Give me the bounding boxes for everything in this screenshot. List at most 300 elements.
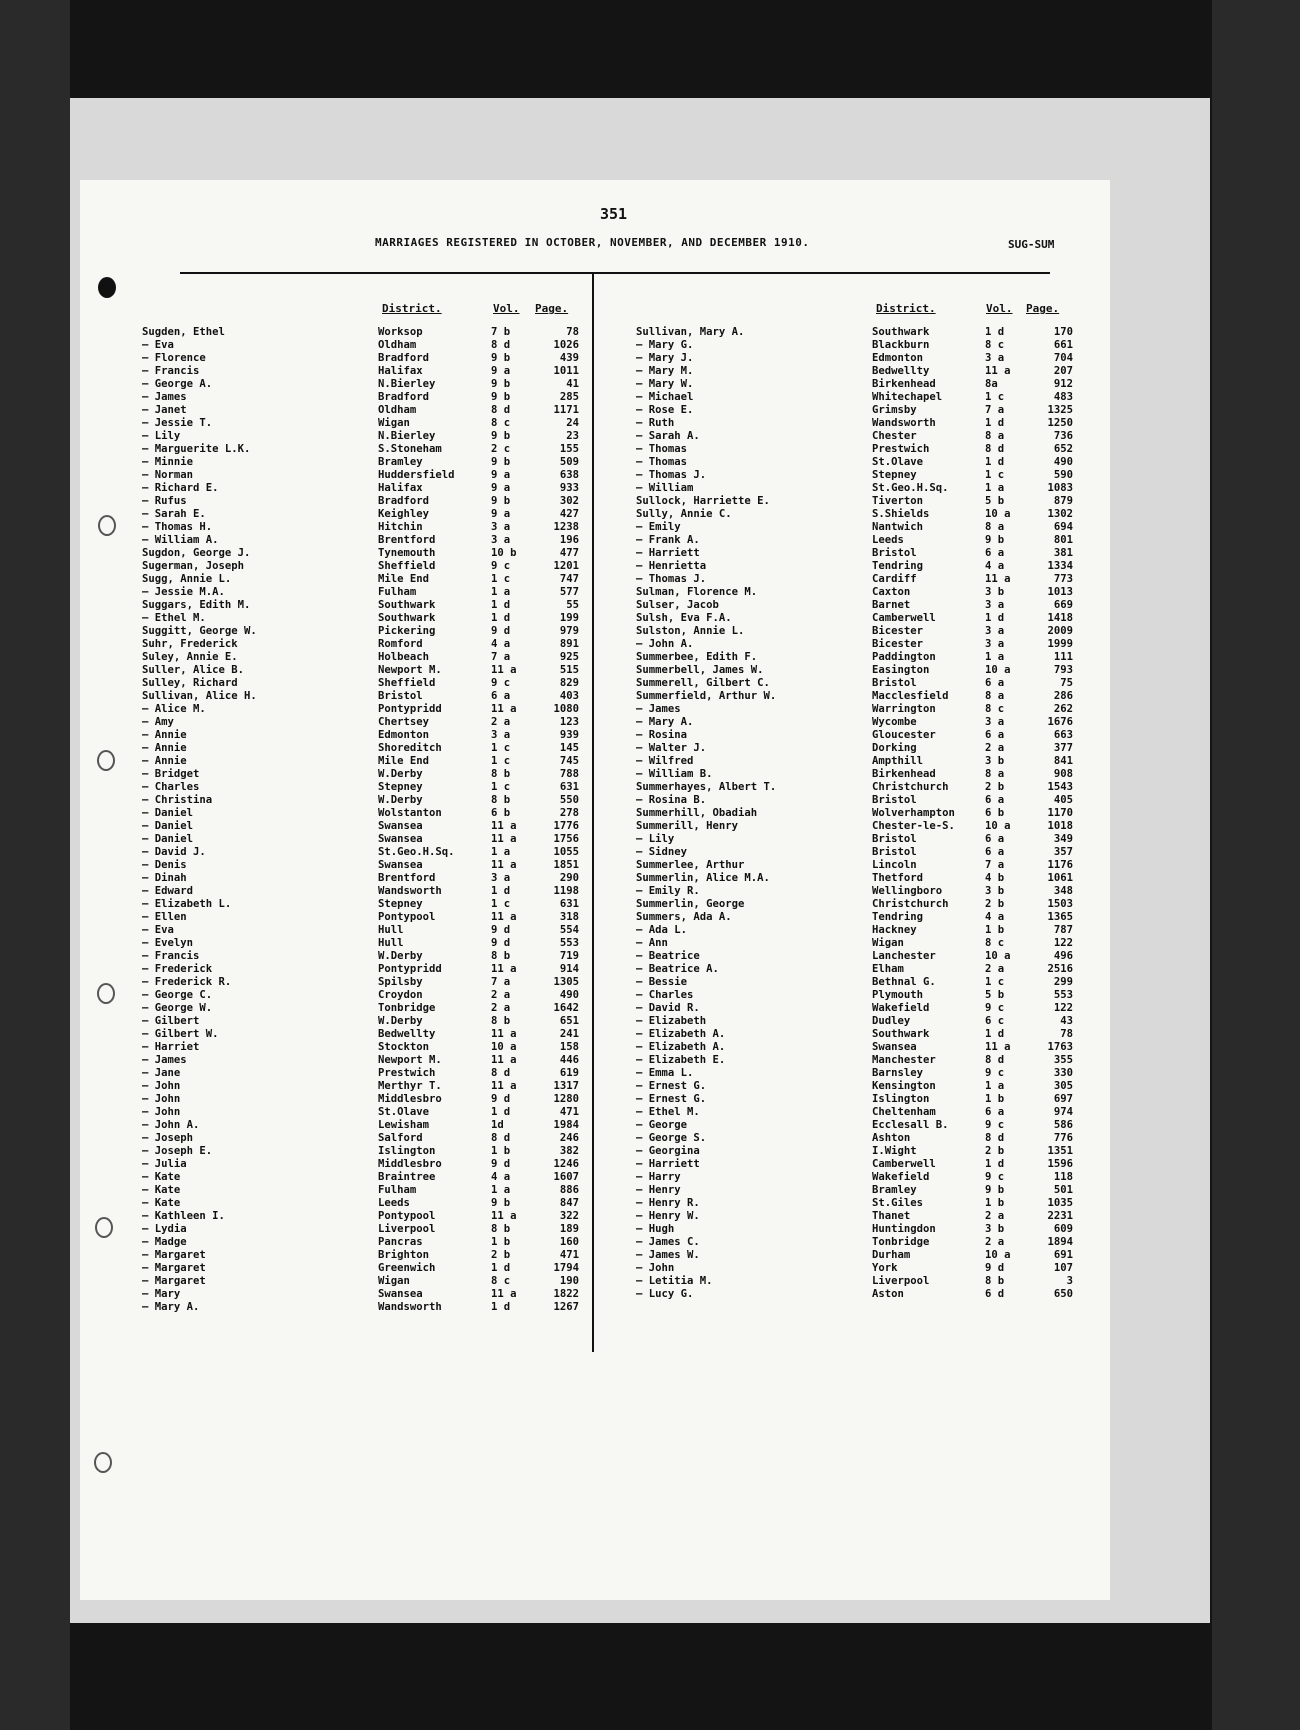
entry-page: 122 (1053, 1002, 1073, 1014)
entry-page: 123 (559, 716, 579, 728)
entry-name: — Ernest G. (636, 1093, 707, 1105)
entry-district: Liverpool (378, 1223, 436, 1235)
entry-page: 1267 (553, 1301, 579, 1313)
entry-page: 1018 (1047, 820, 1073, 832)
entry-district: Dudley (872, 1015, 911, 1027)
entry-volume: 6 a (985, 729, 1005, 741)
entry-page: 788 (559, 768, 579, 780)
entry-volume: 1 a (985, 651, 1005, 663)
entry-name: Sullivan, Mary A. (636, 326, 745, 338)
entry-volume: 9 d (491, 1158, 511, 1170)
entry-district: Huntingdon (872, 1223, 936, 1235)
entry-volume: 2 a (491, 989, 511, 1001)
entry-district: Salford (378, 1132, 423, 1144)
entry-volume: 2 a (985, 1236, 1005, 1248)
entry-district: Leeds (872, 534, 904, 546)
entry-district: Chertsey (378, 716, 430, 728)
entry-volume: 2 b (491, 1249, 511, 1261)
entry-page: 704 (1053, 352, 1073, 364)
entry-name: — Sarah A. (636, 430, 700, 442)
right-header-district: District. (876, 302, 936, 315)
entry-page: 1503 (1047, 898, 1073, 910)
entry-name: — Thomas J. (636, 573, 707, 585)
entry-district: Warrington (872, 703, 936, 715)
entry-name: — Lily (142, 430, 181, 442)
top-divider (180, 272, 1050, 274)
entry-page: 638 (559, 469, 579, 481)
entry-page: 979 (559, 625, 579, 637)
entry-page: 886 (559, 1184, 579, 1196)
entry-volume: 11 a (491, 1028, 517, 1040)
entry-volume: 1 a (491, 586, 511, 598)
entry-volume: 2 a (985, 742, 1005, 754)
entry-district: Newport M. (378, 664, 442, 676)
entry-district: Bradford (378, 352, 430, 364)
film-edge-left (0, 0, 70, 1730)
entry-page: 1794 (553, 1262, 579, 1274)
entry-page: 1026 (553, 339, 579, 351)
entry-name: — David R. (636, 1002, 700, 1014)
entry-page: 1055 (553, 846, 579, 858)
entry-name: — Elizabeth E. (636, 1054, 726, 1066)
entry-volume: 8 c (985, 703, 1005, 715)
entry-district: Huddersfield (378, 469, 455, 481)
entry-name: — Kathleen I. (142, 1210, 225, 1222)
entry-page: 1176 (1047, 859, 1073, 871)
entry-page: 23 (566, 430, 579, 442)
entry-volume: 7 a (985, 859, 1005, 871)
entry-name: Summerill, Henry (636, 820, 739, 832)
entry-volume: 2 a (491, 1002, 511, 1014)
entry-district: Barnsley (872, 1067, 924, 1079)
entry-volume: 6 a (985, 833, 1005, 845)
entry-volume: 2 b (985, 898, 1005, 910)
entry-page: 322 (559, 1210, 579, 1222)
entry-district: Wigan (378, 1275, 410, 1287)
entry-district: Holbeach (378, 651, 430, 663)
entry-page: 631 (559, 898, 579, 910)
entry-page: 1543 (1047, 781, 1073, 793)
entry-page: 477 (559, 547, 579, 559)
entry-district: W.Derby (378, 1015, 423, 1027)
entry-district: Hackney (872, 924, 917, 936)
entry-page: 661 (1053, 339, 1073, 351)
entry-volume: 3 b (985, 755, 1005, 767)
entry-district: Swansea (378, 1288, 423, 1300)
entry-name: Sulley, Richard (142, 677, 238, 689)
entry-volume: 3 b (985, 885, 1005, 897)
entry-district: Bristol (872, 677, 917, 689)
entry-page: 1013 (1047, 586, 1073, 598)
entry-district: St.Giles (872, 1197, 924, 1209)
entry-name: — Walter J. (636, 742, 707, 754)
entry-page: 1607 (553, 1171, 579, 1183)
entry-volume: 1 c (985, 976, 1005, 988)
entry-volume: 8 b (491, 768, 511, 780)
entry-name: — William (636, 482, 694, 494)
entry-district: Grimsby (872, 404, 917, 416)
entry-district: W.Derby (378, 794, 423, 806)
entry-volume: 1 d (491, 1106, 511, 1118)
entry-volume: 1 b (491, 1145, 511, 1157)
entry-volume: 10 a (985, 950, 1011, 962)
entry-district: Stockton (378, 1041, 430, 1053)
entry-page: 1776 (553, 820, 579, 832)
entry-name: — Wilfred (636, 755, 694, 767)
entry-page: 75 (1060, 677, 1073, 689)
entry-volume: 3 a (491, 534, 511, 546)
entry-volume: 6 a (985, 794, 1005, 806)
entry-name: Summerlin, Alice M.A. (636, 872, 770, 884)
entry-district: I.Wight (872, 1145, 917, 1157)
entry-volume: 1 d (491, 885, 511, 897)
entry-district: Bristol (378, 690, 423, 702)
entry-name: — Ernest G. (636, 1080, 707, 1092)
entry-page: 515 (559, 664, 579, 676)
entry-district: Bristol (872, 547, 917, 559)
entry-name: — Elizabeth A. (636, 1041, 726, 1053)
entry-volume: 11 a (985, 365, 1011, 377)
entry-district: Pickering (378, 625, 436, 637)
entry-name: — Marguerite L.K. (142, 443, 251, 455)
entry-page: 501 (1053, 1184, 1073, 1196)
entry-volume: 11 a (491, 703, 517, 715)
entry-volume: 6 a (985, 846, 1005, 858)
entry-district: St.Olave (378, 1106, 430, 1118)
entry-district: Paddington (872, 651, 936, 663)
entry-name: — Thomas (636, 456, 688, 468)
entry-name: — John (636, 1262, 675, 1274)
entry-district: Stepney (378, 898, 423, 910)
entry-page: 841 (1053, 755, 1073, 767)
entry-volume: 1 d (491, 1262, 511, 1274)
entry-district: Lincoln (872, 859, 917, 871)
entry-name: — George C. (142, 989, 213, 1001)
entry-name: — Mary M. (636, 365, 694, 377)
entry-volume: 1 d (985, 1028, 1005, 1040)
entry-page: 719 (559, 950, 579, 962)
entry-district: Liverpool (872, 1275, 930, 1287)
entry-name: — Elizabeth (636, 1015, 707, 1027)
entry-page: 787 (1053, 924, 1073, 936)
entry-page: 1999 (1047, 638, 1073, 650)
entry-name: — Ada L. (636, 924, 688, 936)
entry-volume: 9 c (985, 1119, 1005, 1131)
entry-volume: 1 b (985, 924, 1005, 936)
entry-name: Sullivan, Alice H. (142, 690, 257, 702)
entry-district: Southwark (872, 1028, 930, 1040)
entry-name: — Ethel M. (142, 612, 206, 624)
entry-district: Bramley (872, 1184, 917, 1196)
entry-name: — Janet (142, 404, 187, 416)
entry-name: — Georgina (636, 1145, 700, 1157)
entry-page: 1170 (1047, 807, 1073, 819)
entry-district: Bradford (378, 391, 430, 403)
entry-volume: 8 c (491, 417, 511, 429)
entry-page: 439 (559, 352, 579, 364)
entry-page: 483 (1053, 391, 1073, 403)
entry-volume: 1 c (491, 742, 511, 754)
entry-name: — Mary G. (636, 339, 694, 351)
entry-page: 24 (566, 417, 579, 429)
entry-district: Lanchester (872, 950, 936, 962)
entry-page: 1418 (1047, 612, 1073, 624)
entry-district: Sheffield (378, 677, 436, 689)
entry-district: Halifax (378, 365, 423, 377)
entry-district: Thetford (872, 872, 924, 884)
entry-volume: 9 b (491, 430, 511, 442)
entry-name: — Henrietta (636, 560, 707, 572)
entry-district: Pontypool (378, 911, 436, 923)
entry-volume: 9 c (491, 677, 511, 689)
entry-volume: 1 d (985, 1158, 1005, 1170)
entry-district: Brentford (378, 872, 436, 884)
entry-district: Bristol (872, 846, 917, 858)
entry-page: 1756 (553, 833, 579, 845)
entry-name: Summerhill, Obadiah (636, 807, 758, 819)
binder-hole (94, 1452, 112, 1473)
entry-district: Tendring (872, 911, 924, 923)
entry-page: 1280 (553, 1093, 579, 1105)
entry-name: — Emily (636, 521, 681, 533)
entry-page: 554 (559, 924, 579, 936)
entry-district: Hull (378, 937, 404, 949)
entry-volume: 4 a (491, 638, 511, 650)
entry-district: Wandsworth (378, 885, 442, 897)
entry-district: Birkenhead (872, 768, 936, 780)
entry-district: Middlesbro (378, 1158, 442, 1170)
entry-district: Shoreditch (378, 742, 442, 754)
entry-name: — Daniel (142, 833, 194, 845)
entry-volume: 1 c (985, 391, 1005, 403)
entry-volume: 8 a (985, 521, 1005, 533)
entry-name: — Ruth (636, 417, 675, 429)
entry-volume: 6 a (985, 1106, 1005, 1118)
entry-page: 939 (559, 729, 579, 741)
entry-page: 241 (559, 1028, 579, 1040)
entry-name: — Kate (142, 1171, 181, 1183)
entry-page: 914 (559, 963, 579, 975)
entry-district: Tiverton (872, 495, 924, 507)
entry-page: 490 (559, 989, 579, 1001)
entry-district: Wellingboro (872, 885, 943, 897)
entry-volume: 1 a (491, 1184, 511, 1196)
entry-page: 122 (1053, 937, 1073, 949)
entry-page: 43 (1060, 1015, 1073, 1027)
entry-volume: 3 a (985, 638, 1005, 650)
entry-district: Ecclesall B. (872, 1119, 949, 1131)
entry-page: 1011 (553, 365, 579, 377)
entry-district: Wolverhampton (872, 807, 955, 819)
entry-district: Halifax (378, 482, 423, 494)
entry-page: 189 (559, 1223, 579, 1235)
entry-page: 1596 (1047, 1158, 1073, 1170)
entry-name: — Ethel M. (636, 1106, 700, 1118)
binder-hole (97, 750, 115, 771)
entry-page: 349 (1053, 833, 1073, 845)
entry-name: Sulston, Annie L. (636, 625, 745, 637)
entry-name: — Annie (142, 729, 187, 741)
entry-district: Chester (872, 430, 917, 442)
entry-district: Spilsby (378, 976, 423, 988)
entry-page: 3 (1066, 1275, 1073, 1287)
entry-district: Fulham (378, 586, 417, 598)
entry-volume: 9 b (985, 1184, 1005, 1196)
entry-volume: 1 a (985, 1080, 1005, 1092)
entry-name: — Joseph (142, 1132, 194, 1144)
entry-volume: 8 d (985, 1054, 1005, 1066)
entry-name: — Charles (142, 781, 200, 793)
right-header-vol: Vol. (986, 302, 1013, 315)
entry-district: Pontypridd (378, 963, 442, 975)
entry-page: 908 (1053, 768, 1073, 780)
entry-page: 403 (559, 690, 579, 702)
entry-district: Cheltenham (872, 1106, 936, 1118)
entry-page: 41 (566, 378, 579, 390)
entry-district: Bicester (872, 625, 924, 637)
entry-district: Ampthill (872, 755, 924, 767)
entry-page: 207 (1053, 365, 1073, 377)
entry-volume: 11 a (491, 859, 517, 871)
entry-name: — James W. (636, 1249, 700, 1261)
entry-district: Bramley (378, 456, 423, 468)
entry-district: Bedwellty (378, 1028, 436, 1040)
entry-volume: 1 b (491, 1236, 511, 1248)
entry-district: Mile End (378, 573, 430, 585)
entry-page: 348 (1053, 885, 1073, 897)
entry-page: 553 (1053, 989, 1073, 1001)
entry-volume: 11 a (985, 1041, 1011, 1053)
entry-volume: 11 a (491, 963, 517, 975)
entry-volume: 11 a (985, 573, 1011, 585)
entry-volume: 3 a (491, 729, 511, 741)
entry-page: 107 (1053, 1262, 1073, 1274)
entry-district: Barnet (872, 599, 911, 611)
entry-name: — James (142, 391, 187, 403)
entry-name: Summerlee, Arthur (636, 859, 745, 871)
entry-district: Durham (872, 1249, 911, 1261)
entry-volume: 6 a (985, 677, 1005, 689)
entry-name: Sugden, Ethel (142, 326, 225, 338)
entry-name: — George S. (636, 1132, 707, 1144)
entry-district: Camberwell (872, 612, 936, 624)
entry-name: — John (142, 1080, 181, 1092)
entry-volume: 8 c (491, 1275, 511, 1287)
entry-district: Kensington (872, 1080, 936, 1092)
entry-volume: 6 a (491, 690, 511, 702)
entry-name: — Kate (142, 1184, 181, 1196)
entry-page: 509 (559, 456, 579, 468)
entry-district: Dorking (872, 742, 917, 754)
entry-volume: 8 d (985, 443, 1005, 455)
entry-volume: 8 c (985, 339, 1005, 351)
entry-page: 1238 (553, 521, 579, 533)
entry-page: 2516 (1047, 963, 1073, 975)
entry-district: Southwark (872, 326, 930, 338)
entry-district: Cardiff (872, 573, 917, 585)
entry-name: — Emma L. (636, 1067, 694, 1079)
entry-name: — Thomas (636, 443, 688, 455)
left-header-page: Page. (535, 302, 569, 315)
entry-district: Plymouth (872, 989, 924, 1001)
entry-name: Summerhayes, Albert T. (636, 781, 777, 793)
entry-volume: 11 a (491, 833, 517, 845)
entry-volume: 3 a (985, 625, 1005, 637)
entry-district: Hull (378, 924, 404, 936)
entry-district: Gloucester (872, 729, 936, 741)
entry-page: 427 (559, 508, 579, 520)
entry-volume: 9 d (491, 937, 511, 949)
entry-page: 78 (1060, 1028, 1073, 1040)
entry-page: 1365 (1047, 911, 1073, 923)
entry-district: Wigan (378, 417, 410, 429)
entry-volume: 9 b (491, 456, 511, 468)
entry-district: Stepney (378, 781, 423, 793)
entry-district: Wolstanton (378, 807, 442, 819)
entry-page: 801 (1053, 534, 1073, 546)
entry-name: — Lydia (142, 1223, 187, 1235)
entry-page: 357 (1053, 846, 1073, 858)
entry-volume: 2 b (985, 781, 1005, 793)
entry-page: 663 (1053, 729, 1073, 741)
entry-page: 829 (559, 677, 579, 689)
entry-page: 55 (566, 599, 579, 611)
entry-name: — Henry R. (636, 1197, 700, 1209)
entry-name: — Julia (142, 1158, 187, 1170)
entry-name: Sugdon, George J. (142, 547, 251, 559)
entry-district: Bicester (872, 638, 924, 650)
entry-name: — Mary A. (142, 1301, 200, 1313)
entry-volume: 6 b (491, 807, 511, 819)
entry-volume: 6 a (985, 547, 1005, 559)
entry-volume: 2 c (491, 443, 511, 455)
entry-volume: 3 a (985, 352, 1005, 364)
entry-name: Sulman, Florence M. (636, 586, 758, 598)
entry-name: — George A. (142, 378, 213, 390)
entry-volume: 11 a (491, 1288, 517, 1300)
entry-district: Greenwich (378, 1262, 436, 1274)
entry-name: — Ellen (142, 911, 187, 923)
entry-volume: 8 b (491, 794, 511, 806)
entry-name: — Harriett (636, 1158, 700, 1170)
entry-volume: 9 b (985, 534, 1005, 546)
entry-district: Ashton (872, 1132, 911, 1144)
entry-name: Sullock, Harriette E. (636, 495, 770, 507)
entry-volume: 9 b (491, 378, 511, 390)
entry-page: 651 (559, 1015, 579, 1027)
entry-page: 619 (559, 1067, 579, 1079)
entry-volume: 1 d (985, 326, 1005, 338)
entry-name: — Hugh (636, 1223, 675, 1235)
entry-page: 496 (1053, 950, 1073, 962)
entry-district: Wandsworth (872, 417, 936, 429)
entry-volume: 1 d (985, 417, 1005, 429)
entry-page: 299 (1053, 976, 1073, 988)
entry-name: — Mary J. (636, 352, 694, 364)
entry-name: Suller, Alice B. (142, 664, 245, 676)
entry-district: St.Geo.H.Sq. (872, 482, 949, 494)
entry-name: — John (142, 1093, 181, 1105)
entry-page: 1246 (553, 1158, 579, 1170)
entry-district: N.Bierley (378, 430, 436, 442)
binder-hole (98, 277, 116, 298)
column-divider (592, 272, 594, 1352)
entry-name: — Margaret (142, 1262, 206, 1274)
entry-name: — James C. (636, 1236, 700, 1248)
entry-page: 736 (1053, 430, 1073, 442)
entry-name: — Mary (142, 1288, 181, 1300)
entry-name: — Evelyn (142, 937, 194, 949)
